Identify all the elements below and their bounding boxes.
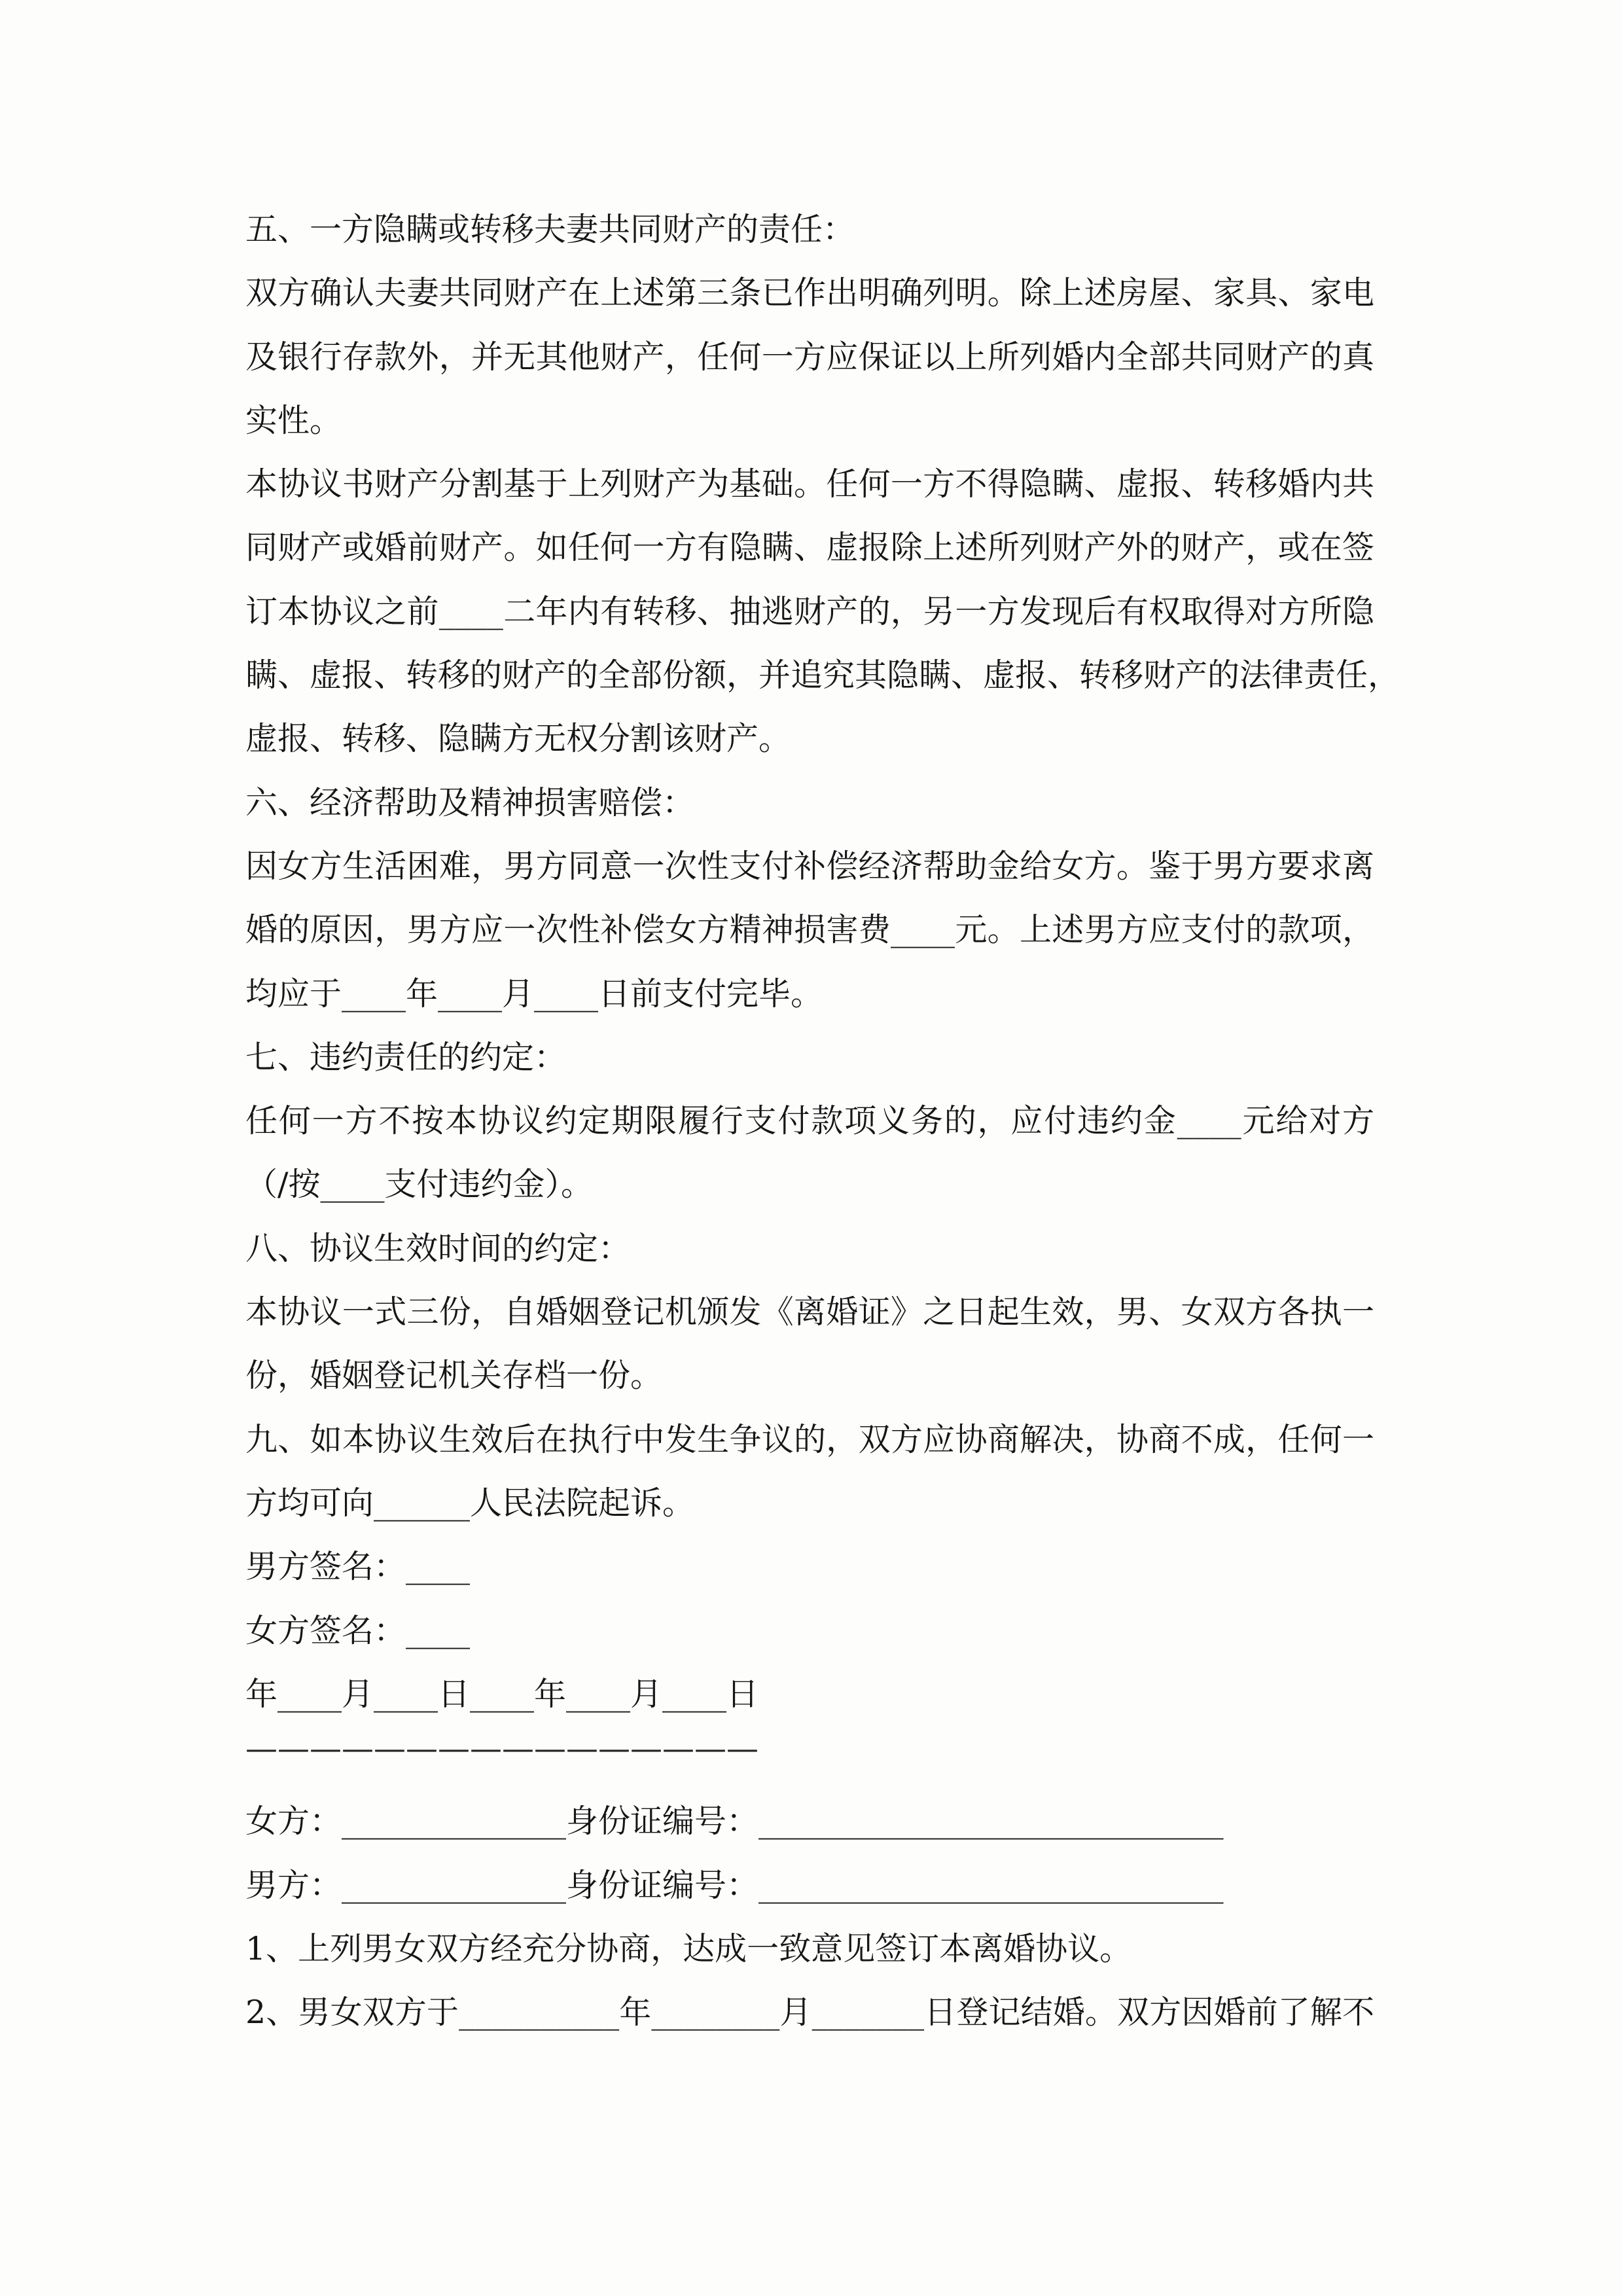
clause-6-line-2: 婚的原因，男方应一次性补偿女方精神损害费____元。上述男方应支付的款项， — [245, 911, 1374, 949]
clause-7-line-1: 任何一方不按本协议约定期限履行支付款项义务的，应付违约金____元给对方 — [245, 1102, 1374, 1140]
party-female-line: 女方：______________身份证编号：_____________________________ — [245, 1803, 1224, 1840]
clause-7-line-2: （/按____支付违约金）。 — [245, 1166, 594, 1204]
clause-8-heading: 八、协议生效时间的约定： — [245, 1229, 631, 1267]
clause-9-line-2: 方均可向______人民法院起诉。 — [245, 1484, 695, 1522]
article-2: 2、男女双方于__________年________月_______日登记结婚。双方因婚前了解不 — [245, 1994, 1374, 2032]
clause-5-para-2-line-1: 本协议书财产分割基于上列财产为基础。任何一方不得隐瞒、虚报、转移婚内共 — [245, 465, 1374, 503]
section-separator: ———————————————— — [245, 1730, 758, 1768]
clause-8-line-2: 份，婚姻登记机关存档一份。 — [245, 1357, 663, 1395]
clause-5-para-1-line-1: 双方确认夫妻共同财产在上述第三条已作出明确列明。除上述房屋、家具、家电 — [245, 274, 1374, 312]
clause-9-line-1: 九、如本协议生效后在执行中发生争议的，双方应协商解决，协商不成，任何一 — [245, 1420, 1374, 1458]
female-signature-line: 女方签名：____ — [245, 1611, 471, 1649]
clause-7-heading: 七、违约责任的约定： — [245, 1038, 567, 1076]
clause-5-para-2-line-3: 订本协议之前____二年内有转移、抽逃财产的，另一方发现后有权取得对方所隐 — [245, 592, 1374, 630]
clause-5-heading: 五、一方隐瞒或转移夫妻共同财产的责任： — [245, 211, 855, 248]
party-male-line: 男方：______________身份证编号：_____________________________ — [245, 1866, 1224, 1904]
clause-6-line-1: 因女方生活困难，男方同意一次性支付补偿经济帮助金给女方。鉴于男方要求离 — [245, 847, 1374, 885]
clause-6-heading: 六、经济帮助及精神损害赔偿： — [245, 783, 695, 821]
signature-dates-line: 年____月____日____年____月____日 — [245, 1675, 758, 1713]
clause-5-para-2-line-2: 同财产或婚前财产。如任何一方有隐瞒、虚报除上述所列财产外的财产，或在签 — [245, 529, 1374, 567]
clause-5-para-1-line-3: 实性。 — [245, 401, 342, 439]
article-1: 1、上列男女双方经充分协商，达成一致意见签订本离婚协议。 — [245, 1930, 1132, 1968]
clause-6-line-3: 均应于____年____月____日前支付完毕。 — [245, 975, 823, 1013]
clause-5-para-2-line-4: 瞒、虚报、转移的财产的全部份额，并追究其隐瞒、虚报、转移财产的法律责任， — [245, 656, 1400, 694]
agreement-body — [245, 198, 1400, 2045]
clause-5-para-1-line-2: 及银行存款外，并无其他财产，任何一方应保证以上所列婚内全部共同财产的真 — [245, 338, 1374, 376]
male-signature-line: 男方签名：____ — [245, 1548, 471, 1586]
clause-5-para-2-line-5: 虚报、转移、隐瞒方无权分割该财产。 — [245, 720, 791, 758]
clause-8-line-1: 本协议一式三份，自婚姻登记机颁发《离婚证》之日起生效，男、女双方各执一 — [245, 1293, 1374, 1331]
